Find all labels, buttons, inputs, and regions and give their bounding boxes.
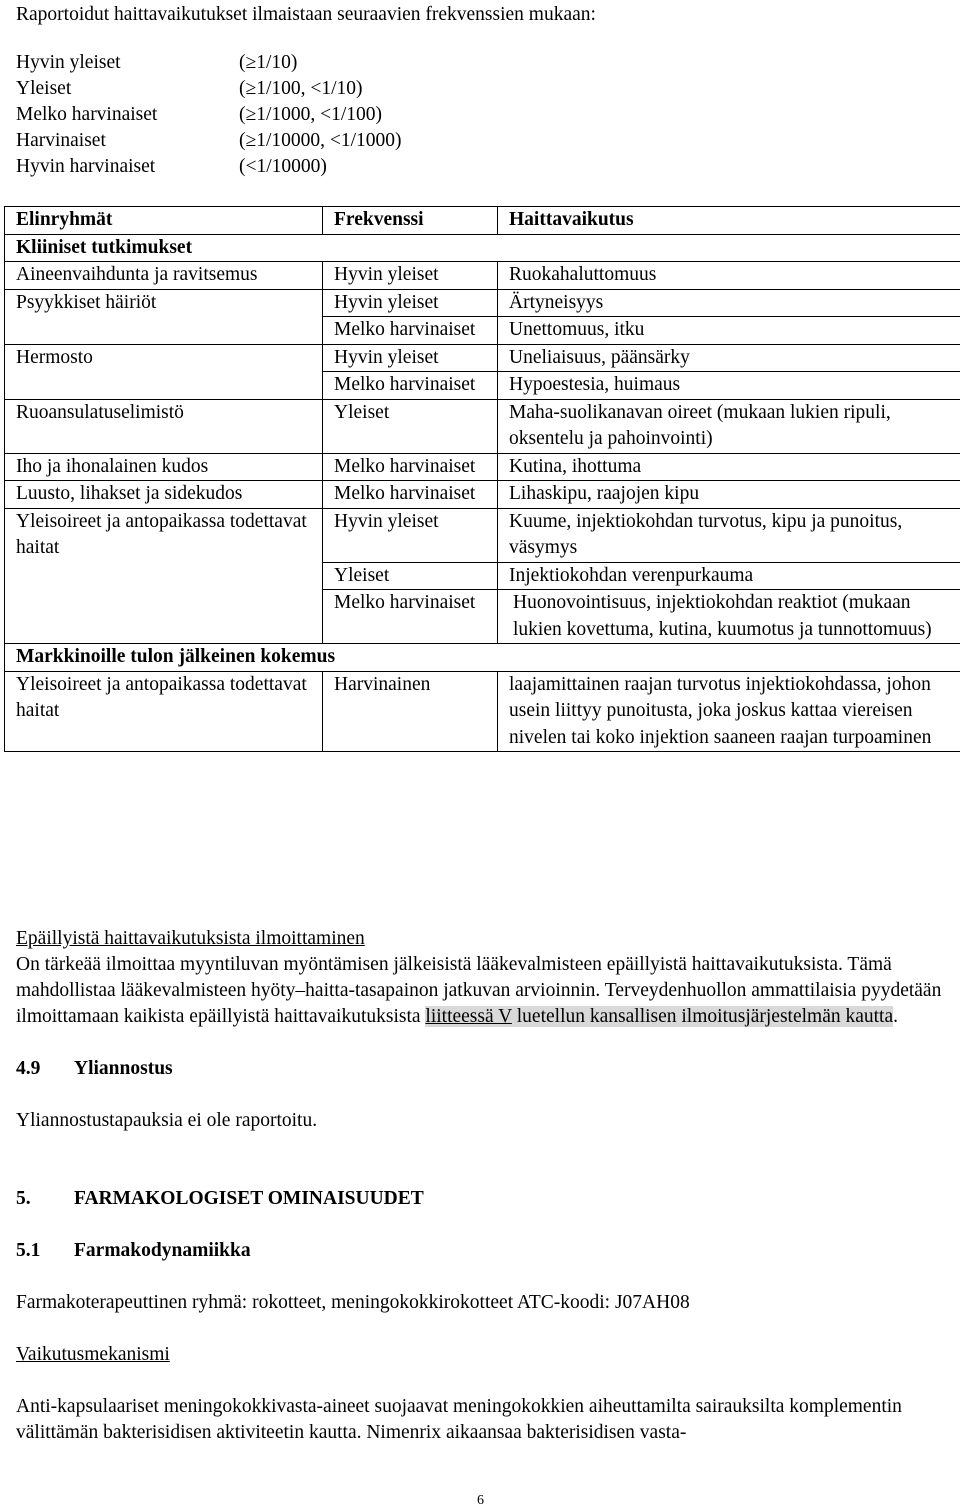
frequency-cell: Melko harvinaiset (323, 481, 498, 509)
organ-class-cell: Iho ja ihonalainen kudos (5, 453, 323, 481)
section-number: 4.9 (16, 1058, 41, 1079)
header-adverse-effect: Haittavaikutus (498, 207, 960, 235)
organ-class-cell: Luusto, lihakset ja sidekudos (5, 481, 323, 509)
organ-class-cell (5, 590, 323, 644)
section-number: 5.1 (16, 1240, 41, 1261)
organ-class-cell: Psyykkiset häiriöt (5, 289, 323, 317)
reporting-highlight-text: luetellun kansallisen ilmoitusjärjestelmän kautta (511, 1006, 894, 1027)
table-row (5, 262, 960, 290)
adverse-effect-cell: laajamittainen raajan turvotus injektiokohdassa, johon usein liittyy punoitusta, joka joskus kattaa viereisen nivelen tai koko injektion saaneen raajan turpoaminen (498, 671, 960, 752)
section-title: Farmakodynamiikka (74, 1240, 251, 1261)
organ-class-cell (5, 562, 323, 590)
header-organ-class: Elinryhmät (5, 207, 323, 235)
frequency-range: (≥1/10000, <1/1000) (239, 130, 402, 151)
frequency-name: Hyvin harvinaiset (16, 156, 156, 177)
reporting-highlight (425, 1006, 893, 1027)
section-title: FARMAKOLOGISET OMINAISUUDET (74, 1188, 424, 1209)
reporting-end: . (893, 1006, 899, 1027)
frequency-cell: Hyvin yleiset (323, 262, 498, 290)
table-row (5, 399, 960, 453)
section-4-9-heading (16, 1056, 956, 1082)
organ-class-cell: Aineenvaihdunta ja ravitsemus (5, 262, 323, 290)
frequency-cell: Melko harvinaiset (323, 453, 498, 481)
organ-class-cell: Ruoansulatuselimistö (5, 399, 323, 453)
intro-text: Raportoidut haittavaikutukset ilmaistaan seuraavien frekvenssien mukaan: (16, 4, 596, 25)
organ-class-cell: Hermosto (5, 344, 323, 372)
frequency-cell: Hyvin yleiset (323, 289, 498, 317)
table-row (5, 481, 960, 509)
adverse-effect-cell: Unettomuus, itku (498, 317, 960, 345)
adverse-effect-cell: Maha-suolikanavan oireet (mukaan lukien ripuli, oksentelu ja pahoinvointi) (498, 399, 960, 453)
table-header-row (5, 207, 960, 235)
frequency-list (16, 50, 402, 180)
adverse-effects-table (4, 206, 960, 752)
table-row (5, 562, 960, 590)
frequency-range: (≥1/100, <1/10) (239, 78, 363, 99)
table-row (5, 344, 960, 372)
mechanism-text: Anti-kapsulaariset meningokokkivasta-aineet suojaavat meningokokkien aiheuttamilta sairauksilta komplementin välittämän bakterisidisen aktiviteetin kautta. Nimenrix aikaansaa bakterisidisen vasta- (16, 1396, 902, 1443)
adverse-effect-cell: Huonovointisuus, injektiokohdan reaktiot (mukaan lukien kovettuma, kutina, kuumotus ja tunnottomuus) (498, 590, 960, 644)
adverse-effect-cell: Kutina, ihottuma (498, 453, 960, 481)
table-row (5, 671, 960, 752)
reporting-body: On tärkeää ilmoittaa myyntiluvan myöntämisen jälkeisistä lääkevalmisteen epäillyistä haittavaikutuksista. Tämä mahdollistaa lääkevalmisteen hyöty–haitta-tasapainon jatkuvan arvioinnin. Terveydenhuollon ammattilaisia pyydetään ilmoittamaan kaikista epäillyistä haittavaikutuksista (16, 954, 942, 1027)
reporting-title: Epäillyistä haittavaikutuksista ilmoittaminen (16, 928, 365, 949)
table-row (5, 317, 960, 345)
adverse-effect-cell: Hypoestesia, huimaus (498, 372, 960, 400)
frequency-name: Harvinaiset (16, 130, 106, 151)
frequency-row (16, 128, 402, 154)
organ-class-cell: Yleisoireet ja antopaikassa todettavat haitat (5, 671, 323, 752)
frequency-cell: Harvinainen (323, 671, 498, 752)
frequency-range: (<1/10000) (239, 156, 327, 177)
frequency-name: Melko harvinaiset (16, 104, 158, 125)
page-number: 6 (477, 1493, 484, 1508)
table-section-row (5, 234, 960, 262)
header-frequency: Frekvenssi (323, 207, 498, 235)
adverse-effect-cell: Uneliaisuus, päänsärky (498, 344, 960, 372)
table-row (5, 372, 960, 400)
frequency-row (16, 76, 402, 102)
after-table-content (16, 926, 956, 1446)
frequency-range: (≥1/10) (239, 52, 298, 73)
table-row (5, 590, 960, 644)
frequency-row (16, 102, 402, 128)
mechanism-title: Vaikutusmekanismi (16, 1344, 170, 1365)
section-post-marketing: Markkinoille tulon jälkeinen kokemus (5, 644, 960, 672)
frequency-cell: Melko harvinaiset (323, 372, 498, 400)
frequency-row (16, 50, 402, 76)
frequency-cell: Yleiset (323, 562, 498, 590)
frequency-row (16, 154, 402, 180)
frequency-cell: Melko harvinaiset (323, 317, 498, 345)
reporting-text (16, 952, 956, 1030)
frequency-cell: Hyvin yleiset (323, 508, 498, 562)
table-row (5, 453, 960, 481)
organ-class-cell (5, 372, 323, 400)
frequency-cell: Melko harvinaiset (323, 590, 498, 644)
overdose-text: Yliannostustapauksia ei ole raportoitu. (16, 1110, 318, 1131)
adverse-effect-cell: Ruokahaluttomuus (498, 262, 960, 290)
table-row (5, 508, 960, 562)
section-title: Yliannostus (74, 1058, 173, 1079)
frequency-range: (≥1/1000, <1/100) (239, 104, 383, 125)
adverse-effect-cell: Kuume, injektiokohdan turvotus, kipu ja punoitus, väsymys (498, 508, 960, 562)
frequency-cell: Hyvin yleiset (323, 344, 498, 372)
adverse-effect-cell: Injektiokohdan verenpurkauma (498, 562, 960, 590)
organ-class-cell (5, 317, 323, 345)
adverse-effect-cell: Lihaskipu, raajojen kipu (498, 481, 960, 509)
frequency-cell: Yleiset (323, 399, 498, 453)
atc-text: Farmakoterapeuttinen ryhmä: rokotteet, meningokokkirokotteet ATC-koodi: J07AH08 (16, 1292, 690, 1313)
organ-class-cell: Yleisoireet ja antopaikassa todettavat haitat (5, 508, 323, 562)
annex-v-link[interactable]: liitteessä V (425, 1006, 512, 1027)
table-row (5, 289, 960, 317)
section-5-1-heading (16, 1238, 956, 1264)
section-clinical-trials: Kliiniset tutkimukset (5, 234, 960, 262)
adverse-effect-cell: Ärtyneisyys (498, 289, 960, 317)
section-5-heading (16, 1186, 956, 1212)
frequency-name: Hyvin yleiset (16, 52, 121, 73)
frequency-name: Yleiset (16, 78, 72, 99)
section-number: 5. (16, 1188, 31, 1209)
table-section-row (5, 644, 960, 672)
